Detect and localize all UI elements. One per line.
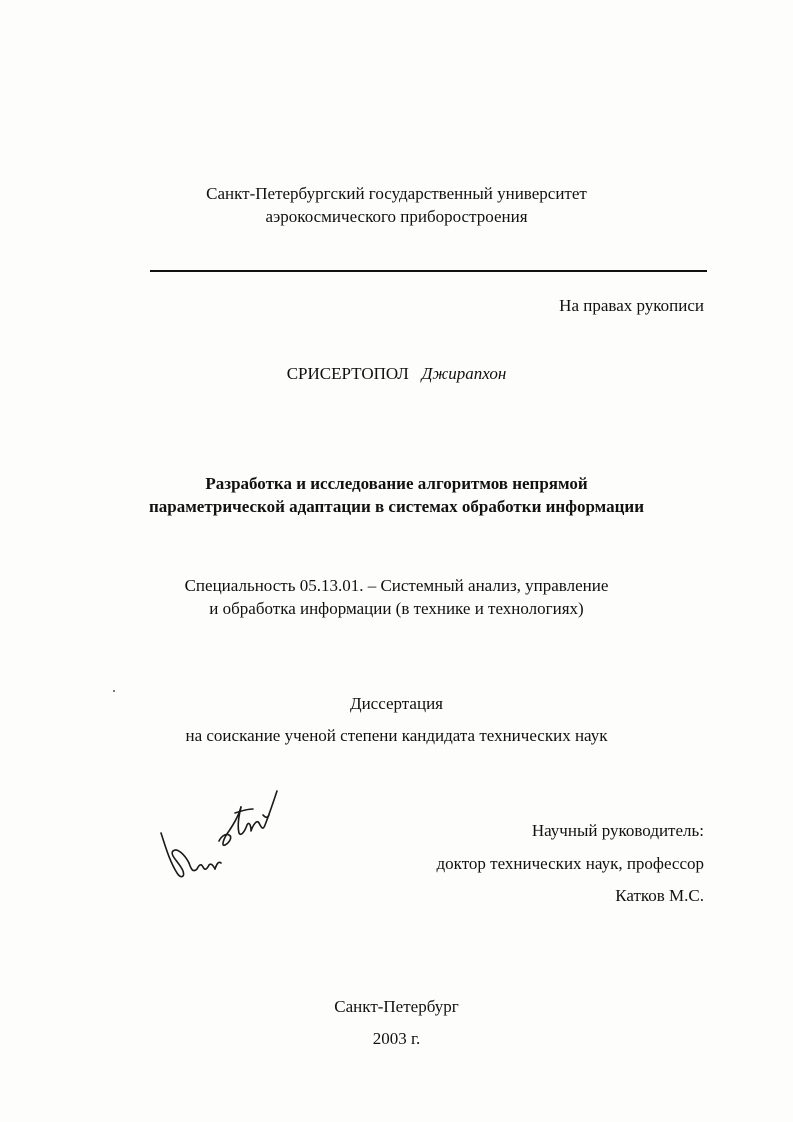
- dissertation-label: Диссертация: [349, 694, 443, 713]
- dissertation-title-line2: параметрической адаптации в системах обработки информации: [148, 497, 645, 516]
- header-divider: [150, 270, 707, 272]
- specialty-line2: и обработка информации (в технике и технологиях): [209, 599, 584, 618]
- year: 2003 г.: [372, 1029, 421, 1048]
- scan-speck: [113, 690, 115, 692]
- supervisor-name: Катков М.С.: [615, 886, 704, 905]
- dissertation-title-line1: Разработка и исследование алгоритмов непрямой: [205, 474, 588, 493]
- university-name-line1: Санкт-Петербургский государственный университет: [206, 184, 587, 203]
- specialty-line1: Специальность 05.13.01. – Системный анализ, управление: [184, 576, 609, 595]
- author-name: [0, 363, 793, 385]
- city: Санкт-Петербург: [334, 997, 459, 1016]
- degree-purpose: на соискание ученой степени кандидата технических наук: [185, 726, 608, 745]
- handwritten-signature: [155, 785, 285, 895]
- manuscript-note: На правах рукописи: [559, 296, 704, 315]
- author-surname: СРИСЕРТОПОЛ: [286, 364, 409, 383]
- author-given-name: Джирапхон: [421, 364, 507, 383]
- supervisor-degree: доктор технических наук, профессор: [436, 854, 704, 873]
- university-name-line2: аэрокосмического приборостроения: [265, 207, 528, 226]
- supervisor-label: Научный руководитель:: [531, 821, 704, 840]
